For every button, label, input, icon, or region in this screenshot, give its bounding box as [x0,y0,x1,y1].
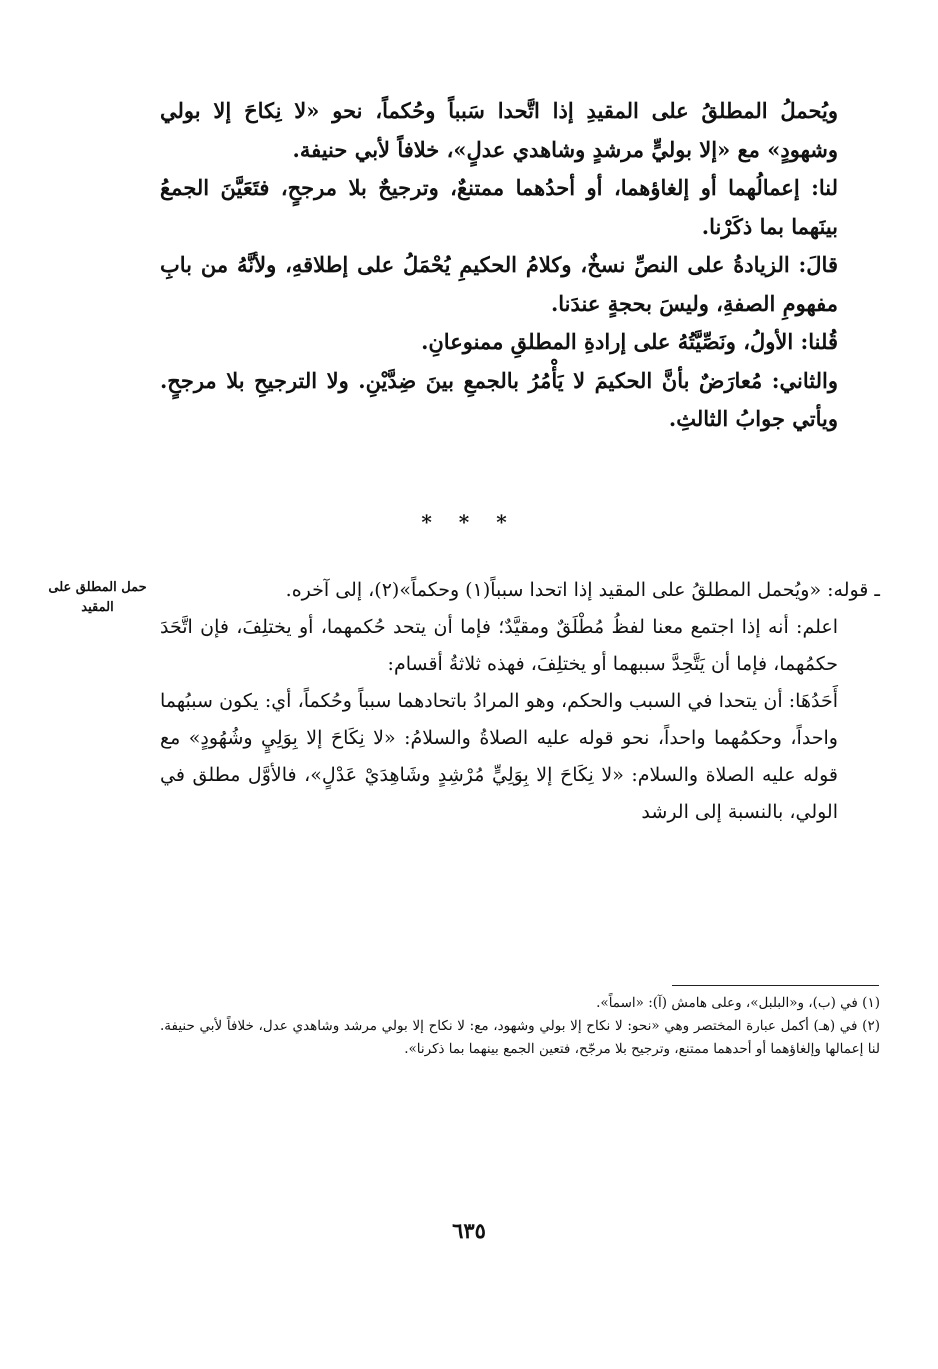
commentary-paragraph: أَحَدُهَا: أن يتحدا في السبب والحكم، وهو المرادُ باتحادهما سبباً وحُكماً، أي: يكون سببُهما واحداً، وحكمُهما واحداً، نحو قوله عليه الصلاةُ والسلامُ: «لا نِكَاحَ إلا بِوَلِيٍ وشُهُودٍ» مع قوله عليه الصلاة والسلام: «لا نِكَاحَ إلا بِوَلِيٍّ مُرْشِدٍ وشَاهِدَيْ عَدْلٍ»، فالأوَّل مطلق في الولي، بالنسبة إلى الرشد [160,690,838,823]
main-paragraph: والثاني: مُعارَضٌ بأنَّ الحكيمَ لا يَأْمُرُ بالجمعِ بينَ ضِدَّيْنِ. ولا الترجيحِ بلا مرجحٍ. ويأتي جوابُ الثالثِ. [160,367,838,431]
main-paragraph: قالَ: الزيادةُ على النصِّ نسخٌ، وكلامُ الحكيمِ يُحْمَلُ على إطلاقهِ، ولأنَّهُ من بابِ مفهومِ الصفةِ، وليسَ بحجةٍ عندَنا. [160,252,838,316]
footnotes [160,992,880,1061]
main-paragraph: لنا: إعمالُهما أو إلغاؤهما، أو أحدُهما ممتنعٌ، وترجيحٌ بلا مرجحٍ، فتَعَيَّنَ الجمعُ بينَهما بما ذكَرْنا. [160,175,838,239]
margin-heading: حمل المطلق على المقيد [48,580,147,615]
page-number: ٦٣٥ [452,1218,486,1243]
footnote: (٢) في (هـ) أكمل عبارة المختصر وهي «نحو: لا نكاح إلا بولي وشهود، مع: لا نكاح إلا بولي مرشد وشاهدي عدل، خلافاً لأبي حنيفة. لنا إعمالها وإلغاؤهما أو أحدهما ممتنع، وترجيح بلا مرجّح، فتعين الجمع بينهما بما ذكرنا». [160,1018,880,1057]
commentary-paragraph: اعلم: أنه إذا اجتمع معنا لفظُ مُطْلَقٌ ومقيَّدٌ؛ فإما أن يتحد حُكمهما، أو يختلِفَ، فإن اتَّحَدَ حكمُهما، فإما أن يَتَّحِدَّ سببهما أو يختلِفَ، فهذه ثلاثةُ أقسام: [160,616,838,675]
commentary-text [160,572,880,831]
footnote: (١) في (ب)، و«البلبل»، وعلى هامش (آ): «اسماً». [596,995,880,1011]
main-paragraph: قُلنا: الأولُ، ونَصِّيَّتُهُ على إرادةِ المطلقِ ممنوعانِ. [421,329,838,354]
section-separator: * * * [421,510,517,534]
main-text [160,92,880,439]
footnote-divider [672,985,879,986]
commentary-paragraph: ـ قوله: «ويُحمل المطلقُ على المقيد إذا اتحدا سبباً(١) وحكماً»(٢)، إلى آخره. [285,579,880,601]
main-paragraph: ويُحملُ المطلقُ على المقيدِ إذا اتَّحدا سَبباً وحُكماً، نحو «لا نِكاحَ إلا بولي وشهودٍ» مع «إلا بوليٍّ مرشدٍ وشاهدي عدلٍ»، خلافاً لأبي حنيفة. [160,98,838,162]
